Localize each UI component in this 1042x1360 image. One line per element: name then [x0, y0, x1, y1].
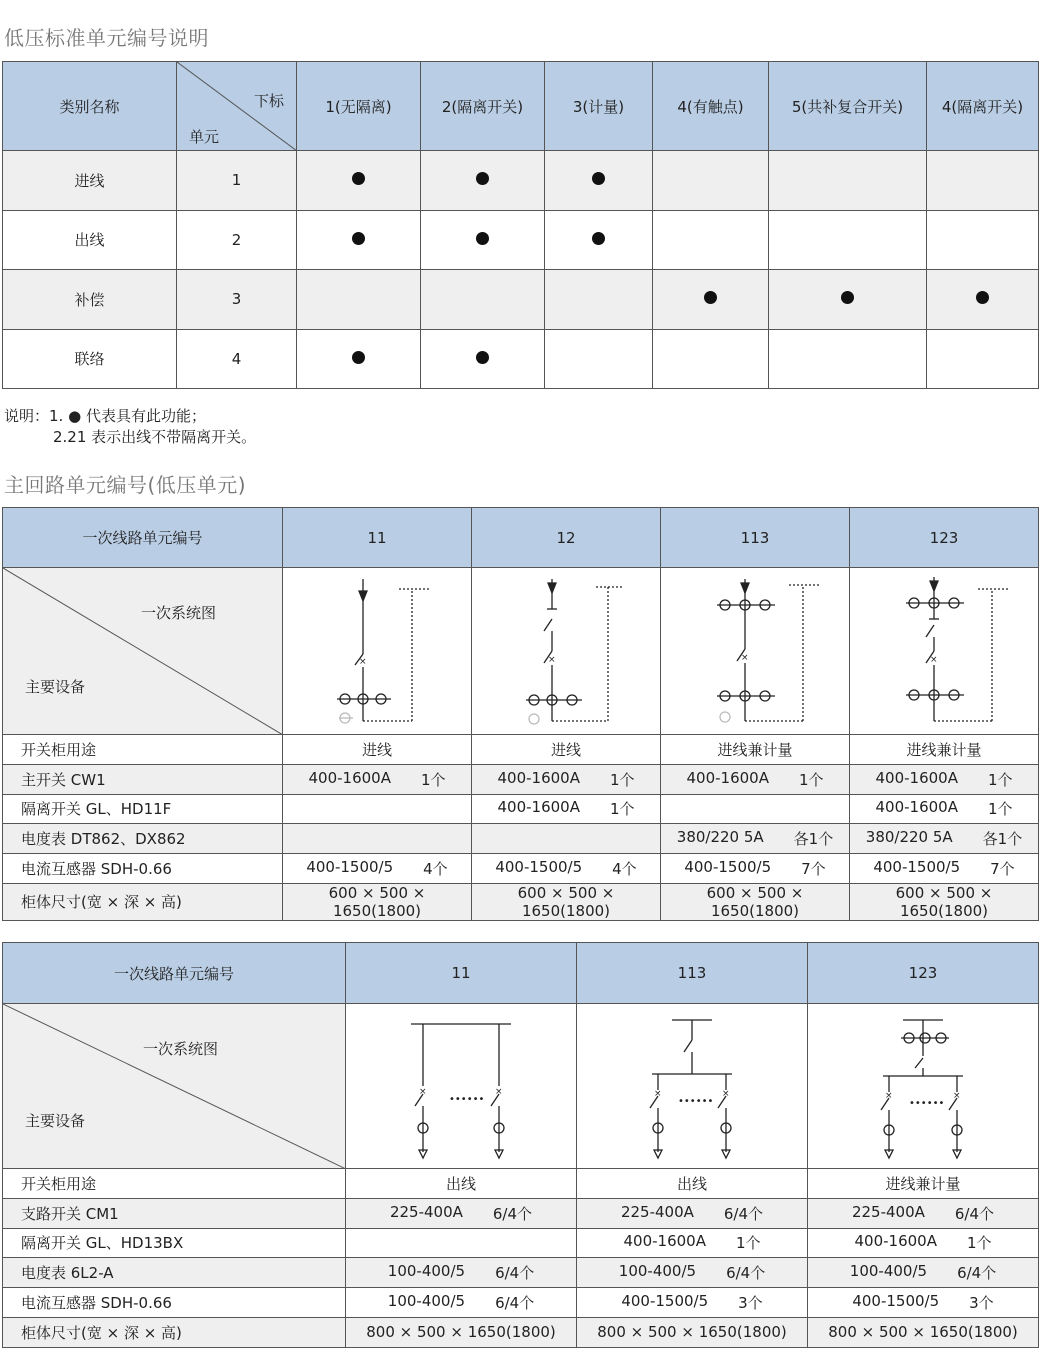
row-num: 3 — [177, 270, 297, 330]
mark-cell — [653, 270, 769, 330]
col-header: 2(隔离开关) — [421, 62, 545, 151]
value-cell — [472, 854, 661, 884]
value-qty: 1个 — [735, 1234, 761, 1253]
value-cell — [577, 1198, 808, 1228]
row-label: 隔离开关 GL、HD11F — [3, 794, 283, 824]
dot-icon — [476, 351, 489, 364]
col-header: 123 — [808, 943, 1039, 1004]
circuit-diagram-svg — [496, 569, 636, 729]
value-main: 400-1500/5 — [495, 858, 583, 877]
mark-cell — [545, 270, 653, 330]
note-1: 1. ● 代表具有此功能； — [49, 407, 206, 425]
value-main: 225-400A — [389, 1202, 463, 1221]
diag-header-cell — [177, 62, 297, 151]
row-name: 出线 — [3, 210, 177, 270]
row-label: 电流互感器 SDH-0.66 — [3, 854, 283, 884]
col-header: 113 — [661, 508, 850, 568]
value-qty: 6/4个 — [492, 1204, 533, 1223]
circuit-diagram-11 — [283, 568, 472, 735]
value-cell — [283, 794, 472, 824]
row-label: 电度表 DT862、DX862 — [3, 824, 283, 854]
value-cell: 进线兼计量 — [850, 735, 1039, 765]
value-cell — [808, 1228, 1039, 1258]
circuit-diagram-113 — [661, 568, 850, 735]
value-qty: 3个 — [738, 1294, 763, 1313]
mark-cell — [927, 151, 1039, 211]
mark-cell — [421, 210, 545, 270]
value-qty: 6/4个 — [723, 1204, 764, 1223]
mark-cell — [653, 210, 769, 270]
row-label: 开关柜用途 — [3, 1169, 346, 1199]
table-row — [3, 1169, 1039, 1199]
mark-cell — [769, 151, 927, 211]
value-main: 225-400A — [851, 1202, 925, 1221]
mark-cell — [769, 329, 927, 389]
row-num: 4 — [177, 329, 297, 389]
value-cell — [661, 824, 850, 854]
unit-code-header: 一次线路单元编号 — [3, 943, 346, 1004]
table-row — [3, 794, 1039, 824]
value-cell: 800 × 500 × 1650(1800) — [346, 1317, 577, 1347]
svg-text:×: × — [741, 653, 749, 663]
value-cell — [850, 794, 1039, 824]
value-qty: 1个 — [966, 1234, 992, 1253]
value-cell: 800 × 500 × 1650(1800) — [808, 1317, 1039, 1347]
col-header: 11 — [283, 508, 472, 568]
circuit-diagram-12 — [472, 568, 661, 735]
table-row — [3, 329, 1039, 389]
table-row — [3, 210, 1039, 270]
svg-text:×: × — [930, 655, 938, 665]
diag-top-label: 一次系统图 — [143, 1040, 219, 1058]
dot-icon — [976, 291, 989, 304]
value-cell — [346, 1258, 577, 1288]
table-row — [3, 735, 1039, 765]
dot-icon — [476, 172, 489, 185]
value-main: 400-1500/5 — [306, 858, 394, 877]
value-main: 100-400/5 — [387, 1292, 466, 1311]
row-label: 柜体尺寸(宽 × 深 × 高) — [3, 1317, 346, 1347]
value-cell — [346, 1228, 577, 1258]
circuit-diagram-svg — [307, 569, 447, 729]
value-cell: 进线兼计量 — [661, 735, 850, 765]
mark-cell — [545, 329, 653, 389]
value-cell — [577, 1258, 808, 1288]
mark-cell — [653, 151, 769, 211]
row-label: 开关柜用途 — [3, 735, 283, 765]
value-main: 400-1600A — [623, 1232, 706, 1251]
svg-text:×: × — [548, 655, 556, 665]
value-cell: 800 × 500 × 1650(1800) — [577, 1317, 808, 1347]
value-qty: 4个 — [612, 860, 637, 879]
row-num: 2 — [177, 210, 297, 270]
col-header: 123 — [850, 508, 1039, 568]
mark-cell — [927, 210, 1039, 270]
unit-code-table — [2, 61, 1039, 389]
mark-cell — [297, 270, 421, 330]
value-main: 400-1600A — [875, 768, 958, 787]
mark-cell — [545, 151, 653, 211]
value-qty: 7个 — [990, 860, 1015, 879]
value-qty: 1个 — [987, 770, 1013, 789]
value-main: 400-1500/5 — [621, 1292, 709, 1311]
diag-top-label: 下标 — [253, 92, 284, 110]
value-main: 400-1500/5 — [873, 858, 961, 877]
diag-bottom-label: 单元 — [189, 128, 220, 146]
circuit-diagram-svg — [853, 1004, 993, 1164]
value-qty: 4个 — [423, 860, 448, 879]
diag-line — [3, 1004, 346, 1169]
value-cell: 进线兼计量 — [808, 1169, 1039, 1199]
value-cell — [472, 764, 661, 794]
section1-title: 低压标准单元编号说明 — [4, 26, 209, 50]
value-qty: 1个 — [987, 800, 1013, 819]
diagram-header-cell — [3, 568, 283, 735]
value-qty: 3个 — [969, 1294, 994, 1313]
row-name: 进线 — [3, 151, 177, 211]
table-row — [3, 1288, 1039, 1318]
circuit-diagram-123 — [808, 1004, 1039, 1169]
value-main: 100-400/5 — [849, 1262, 928, 1281]
value-cell: 600 × 500 × 1650(1800) — [283, 883, 472, 920]
col-header: 4(隔离开关) — [927, 62, 1039, 151]
svg-text:×: × — [654, 1089, 662, 1099]
svg-text:×: × — [359, 657, 367, 667]
value-qty: 各1个 — [982, 830, 1023, 849]
col-header: 11 — [346, 943, 577, 1004]
value-cell: 600 × 500 × 1650(1800) — [661, 883, 850, 920]
value-cell — [808, 1288, 1039, 1318]
row-label: 柜体尺寸(宽 × 深 × 高) — [3, 883, 283, 920]
value-main: 100-400/5 — [618, 1262, 697, 1281]
value-main: 400-1600A — [686, 768, 769, 787]
note-2: 2.21 表示出线不带隔离开关。 — [53, 428, 257, 446]
col-header: 12 — [472, 508, 661, 568]
table-row — [3, 824, 1039, 854]
table-row — [3, 1317, 1039, 1347]
value-main: 400-1500/5 — [852, 1292, 940, 1311]
dot-icon — [592, 232, 605, 245]
dot-icon — [841, 291, 854, 304]
value-cell — [577, 1288, 808, 1318]
table-row — [3, 854, 1039, 884]
section2-title: 主回路单元编号(低压单元) — [4, 473, 247, 497]
row-num: 1 — [177, 151, 297, 211]
col-header: 5(共补复合开关) — [769, 62, 927, 151]
value-qty: 1个 — [420, 770, 446, 789]
value-cell: 进线 — [472, 735, 661, 765]
note-label: 说明： — [4, 407, 50, 425]
value-cell — [283, 764, 472, 794]
value-cell — [661, 794, 850, 824]
diag-bottom-label: 主要设备 — [25, 678, 86, 696]
mark-cell — [297, 329, 421, 389]
row-label: 支路开关 CM1 — [3, 1198, 346, 1228]
diagram-header-cell — [3, 1004, 346, 1169]
svg-text:••••••: •••••• — [678, 1096, 714, 1107]
mark-cell — [769, 270, 927, 330]
value-cell — [283, 854, 472, 884]
value-main: 400-1600A — [875, 798, 958, 817]
value-main: 400-1600A — [308, 768, 391, 787]
category-header: 类别名称 — [3, 62, 177, 151]
dot-icon — [352, 172, 365, 185]
svg-text:••••••: •••••• — [449, 1094, 485, 1105]
mark-cell — [545, 210, 653, 270]
value-cell: 出线 — [346, 1169, 577, 1199]
svg-text:••••••: •••••• — [909, 1098, 945, 1109]
value-cell — [472, 824, 661, 854]
table-row — [3, 764, 1039, 794]
circuit-diagram-svg — [391, 1004, 531, 1164]
row-label: 隔离开关 GL、HD13BX — [3, 1228, 346, 1258]
table-row — [3, 1228, 1039, 1258]
table-row — [3, 1258, 1039, 1288]
value-qty: 各1个 — [793, 830, 834, 849]
value-qty: 6/4个 — [495, 1264, 535, 1283]
value-cell — [577, 1228, 808, 1258]
value-qty: 1个 — [609, 800, 635, 819]
table-row — [3, 883, 1039, 920]
value-main: 400-1600A — [497, 768, 580, 787]
mark-cell — [297, 210, 421, 270]
value-qty: 1个 — [798, 770, 824, 789]
value-cell — [346, 1198, 577, 1228]
table-row — [3, 270, 1039, 330]
circuit-diagram-svg — [685, 569, 825, 729]
dot-icon — [704, 291, 717, 304]
mark-cell — [421, 270, 545, 330]
row-name: 联络 — [3, 329, 177, 389]
value-main: 400-1600A — [497, 798, 580, 817]
value-cell — [472, 794, 661, 824]
svg-text:×: × — [419, 1087, 427, 1097]
value-cell — [850, 824, 1039, 854]
main-circuit-table-1 — [2, 507, 1039, 921]
circuit-diagram-svg — [874, 569, 1014, 729]
mark-cell — [927, 270, 1039, 330]
value-qty: 6/4个 — [495, 1294, 535, 1313]
svg-text:×: × — [722, 1089, 730, 1099]
circuit-diagram-svg — [622, 1004, 762, 1164]
dot-icon — [352, 232, 365, 245]
unit-code-header: 一次线路单元编号 — [3, 508, 283, 568]
table-row — [3, 151, 1039, 211]
value-main: 400-1500/5 — [684, 858, 772, 877]
value-main: 400-1600A — [854, 1232, 937, 1251]
diag-line — [3, 568, 283, 735]
value-cell — [850, 854, 1039, 884]
dot-icon — [476, 232, 489, 245]
dot-icon — [352, 351, 365, 364]
diag-top-label: 一次系统图 — [141, 604, 217, 622]
svg-text:×: × — [885, 1091, 893, 1101]
main-circuit-table-2 — [2, 942, 1039, 1348]
value-main: 100-400/5 — [387, 1262, 466, 1281]
value-cell — [850, 764, 1039, 794]
value-main: 380/220 5A — [865, 828, 953, 847]
mark-cell — [769, 210, 927, 270]
value-cell: 600 × 500 × 1650(1800) — [472, 883, 661, 920]
value-cell — [346, 1288, 577, 1318]
value-cell — [283, 824, 472, 854]
value-cell: 出线 — [577, 1169, 808, 1199]
notes — [4, 406, 256, 448]
value-qty: 1个 — [609, 770, 635, 789]
col-header: 4(有触点) — [653, 62, 769, 151]
col-header: 113 — [577, 943, 808, 1004]
mark-cell — [653, 329, 769, 389]
col-header: 1(无隔离) — [297, 62, 421, 151]
value-cell — [808, 1258, 1039, 1288]
mark-cell — [297, 151, 421, 211]
value-qty: 6/4个 — [954, 1204, 995, 1223]
circuit-diagram-113 — [577, 1004, 808, 1169]
svg-text:×: × — [495, 1087, 503, 1097]
value-cell — [661, 854, 850, 884]
svg-text:×: × — [953, 1091, 961, 1101]
value-main: 380/220 5A — [676, 828, 764, 847]
circuit-diagram-11 — [346, 1004, 577, 1169]
mark-cell — [927, 329, 1039, 389]
diag-bottom-label: 主要设备 — [25, 1112, 86, 1130]
value-main: 225-400A — [620, 1202, 694, 1221]
dot-icon — [592, 172, 605, 185]
value-cell: 进线 — [283, 735, 472, 765]
row-name: 补偿 — [3, 270, 177, 330]
value-cell — [661, 764, 850, 794]
value-cell — [808, 1198, 1039, 1228]
value-qty: 6/4个 — [957, 1264, 997, 1283]
mark-cell — [421, 329, 545, 389]
mark-cell — [421, 151, 545, 211]
col-header: 3(计量) — [545, 62, 653, 151]
value-qty: 7个 — [801, 860, 826, 879]
row-label: 主开关 CW1 — [3, 764, 283, 794]
value-qty: 6/4个 — [726, 1264, 766, 1283]
table-row — [3, 1198, 1039, 1228]
row-label: 电流互感器 SDH-0.66 — [3, 1288, 346, 1318]
value-cell: 600 × 500 × 1650(1800) — [850, 883, 1039, 920]
row-label: 电度表 6L2-A — [3, 1258, 346, 1288]
circuit-diagram-123 — [850, 568, 1039, 735]
